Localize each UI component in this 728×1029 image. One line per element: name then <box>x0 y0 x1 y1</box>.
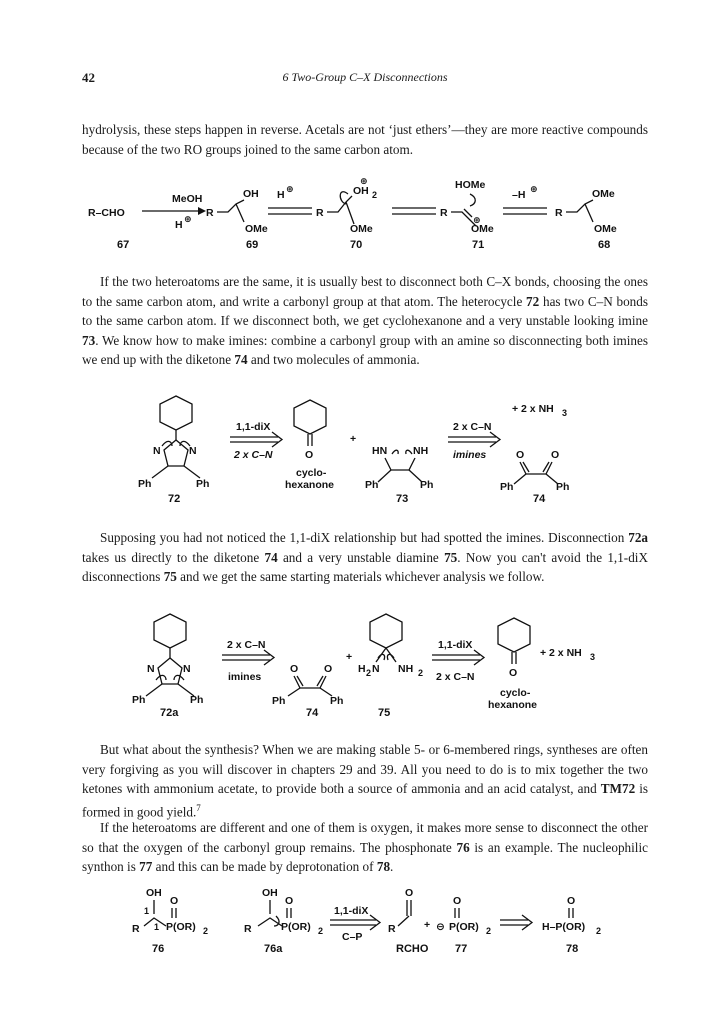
oh-group: OH <box>146 887 162 899</box>
ph-group: Ph <box>330 695 344 707</box>
plus-charge: ⊕ <box>286 184 294 194</box>
phenyl-bond <box>378 470 391 482</box>
imines-label: imines <box>453 449 487 461</box>
deprotonation: –H <box>512 189 526 201</box>
disconnection-marks <box>392 450 412 454</box>
scheme-acetal-formation <box>0 172 728 262</box>
hn-group: HN <box>372 445 388 457</box>
text-run: . <box>390 859 394 874</box>
r-group: R <box>206 207 214 219</box>
compound-72a-label: 72a <box>160 707 179 719</box>
ome-group: OMe <box>471 223 494 235</box>
compound-73-label: 73 <box>396 493 409 505</box>
compound-76-label: 76 <box>152 943 165 955</box>
retro-arrow-head <box>272 432 282 447</box>
o-atom: O <box>324 663 333 675</box>
phenyl-bond <box>514 474 526 484</box>
cyclohexanone-ring <box>294 400 326 434</box>
r-group: R <box>316 207 324 219</box>
compound-ref: 74 <box>234 352 248 367</box>
retro-arrow-head <box>264 650 274 665</box>
locant-1: 1 <box>144 906 150 916</box>
text-run: But what about the synthesis? When we are making stable 5- or 6-membered rings, syntheses are often very forgiving as you will discover in chapters 29 and 39. All you need to do is to mix together the two ketones with ammonium acetate, to provide both a source of ammonia and an acid catalyst, and <box>82 742 648 796</box>
homme-leaving: HOMe <box>455 179 486 191</box>
r-group: R <box>244 923 252 935</box>
nh2-group: NH <box>398 663 414 675</box>
compound-ref: 73 <box>82 332 96 348</box>
text-run: . We know how to make imines: combine a carbonyl group with an amine so disconnecting both imines we end up with the diketone <box>82 332 648 367</box>
oh2-group: OH <box>353 185 369 197</box>
two-cn-label: 2 x C–N <box>436 671 475 683</box>
cyclohexanone-label: hexanone <box>285 479 335 491</box>
compound-76a-label: 76a <box>264 943 283 955</box>
two-cn-label: 2 x C–N <box>234 449 273 461</box>
nh-group: NH <box>413 445 429 457</box>
paragraph-heteroatoms-different <box>82 818 648 877</box>
ph-group: Ph <box>196 478 210 490</box>
text-run: is an example. The nucleophilic synthon is <box>82 839 648 874</box>
retro-arrow-head <box>474 650 484 665</box>
n-atom: N <box>372 663 380 675</box>
text-run: takes us directly to the diketone <box>82 549 265 565</box>
footnote-ref: 7 <box>196 802 201 813</box>
imidazoline-ring <box>164 440 188 466</box>
o-atom: O <box>285 895 294 907</box>
phenyl-bond <box>184 466 200 478</box>
ph-group: Ph <box>132 694 146 706</box>
cyclohexanone-label: hexanone <box>488 699 538 711</box>
o-atom: O <box>405 887 414 899</box>
ph-group: Ph <box>420 479 434 491</box>
cyclohexanone-label: cyclo- <box>500 687 531 699</box>
phosphonate-group: P(OR) <box>281 921 311 933</box>
r-group: R <box>555 207 563 219</box>
hemiacetal-bonds <box>217 200 244 222</box>
paragraph-text: hydrolysis, these steps happen in reverse. Acetals are not ‘just ethers’—they are more reactive compounds because of the two RO groups joined to the same carbon atom. <box>82 122 648 157</box>
page-header <box>82 70 648 88</box>
text-run: Supposing you had not noticed the 1,1-diX relationship but had spotted the imines. Disconnection <box>100 530 629 545</box>
compound-77-label: 77 <box>455 943 468 955</box>
ph-group: Ph <box>190 694 204 706</box>
curly-arrow <box>340 192 348 204</box>
paragraph-imines-first <box>82 528 648 587</box>
compound-74-label: 74 <box>533 493 546 505</box>
compound-ref: 72a <box>628 530 648 545</box>
scheme-phosphonate <box>0 880 728 966</box>
cp-label: C–P <box>342 931 363 943</box>
compound-ref: 76 <box>456 839 470 855</box>
plus-sign: + <box>346 651 353 663</box>
h-phosphonate: H–P(OR) <box>542 921 586 933</box>
scheme-imine-disconnection <box>0 610 728 722</box>
proton-reagent: H <box>277 189 285 201</box>
two-cn-label: 2 x C–N <box>227 639 266 651</box>
subscript-3: 3 <box>590 652 596 662</box>
compound-ref: 77 <box>139 859 153 874</box>
compound-ref: 75 <box>444 549 458 565</box>
subscript-3: 3 <box>562 408 568 418</box>
subscript-2: 2 <box>418 668 424 678</box>
ph-group: Ph <box>272 695 286 707</box>
o-atom: O <box>509 667 518 679</box>
acetal-bonds <box>566 200 593 222</box>
oh-group: OH <box>243 188 259 200</box>
subscript-2: 2 <box>318 926 324 936</box>
locant-1: 1 <box>154 922 160 932</box>
text-run: If the heteroatoms are different and one of them is oxygen, it makes more sense to disconnect the other so that the oxygen of the carbonyl group remains. The phosphonate <box>82 820 648 855</box>
phenyl-bond <box>146 684 162 696</box>
ome-group: OMe <box>592 188 615 200</box>
compound-74-label: 74 <box>306 707 319 719</box>
n-atom: N <box>189 445 197 457</box>
paragraph-acetals <box>82 120 648 159</box>
compound-70-label: 70 <box>350 239 363 251</box>
diimine-bonds <box>385 458 415 470</box>
r-group: R <box>132 923 140 935</box>
compound-ref: TM72 <box>600 781 636 796</box>
paragraph-heteroatoms-same <box>82 272 648 370</box>
running-title: 6 Two-Group C–X Disconnections <box>282 70 448 84</box>
paragraph-synthesis <box>82 740 648 821</box>
text-run: If the two heteroatoms are the same, it is usually best to disconnect both C–X bonds, choosing the ones to the same carbon atom, and write a carbonyl group at that atom. The heterocycle <box>82 274 648 309</box>
phenyl-bond <box>288 688 300 696</box>
text-run: has two C–N bonds to the same carbon atom. If we disconnect both, we get cyclohexanone and a very unstable looking imine <box>82 293 648 328</box>
diX-label: 1,1-diX <box>236 421 271 433</box>
aldehyde-bond <box>398 916 409 926</box>
retro-arrow-head <box>490 432 500 447</box>
compound-69-label: 69 <box>246 239 259 251</box>
oxonium-bonds <box>327 196 354 224</box>
rcho-label: R–CHO <box>88 207 125 219</box>
r-group: R <box>388 923 396 935</box>
retro-arrow-head <box>370 915 380 930</box>
phosphonate-group: P(OR) <box>166 921 196 933</box>
text-run: is formed in good yield. <box>82 781 649 819</box>
acid-catalyst: H <box>175 219 183 231</box>
imines-label: imines <box>228 671 262 683</box>
diamine-bonds <box>376 648 396 662</box>
ph-group: Ph <box>500 481 514 493</box>
ome-group: OMe <box>245 223 268 235</box>
n-atom: N <box>183 663 191 675</box>
subscript-2: 2 <box>366 668 372 678</box>
phenyl-bond <box>152 466 168 478</box>
phosphonate-group: P(OR) <box>449 921 479 933</box>
compound-ref: 78 <box>376 859 391 874</box>
text-run: and two molecules of ammonia. <box>247 352 420 367</box>
cyclohexane-ring <box>370 614 402 648</box>
n-atom: N <box>147 663 155 675</box>
diX-label: 1,1-diX <box>438 639 473 651</box>
compound-ref: 72 <box>526 293 540 309</box>
o-atom: O <box>551 449 560 461</box>
text-run: and this can be made by deprotonation of <box>152 859 377 874</box>
plus-sign: + <box>424 919 431 931</box>
plus-charge: ⊕ <box>473 215 481 225</box>
ammonia-label: + 2 x NH <box>540 647 582 659</box>
two-cn-label: 2 x C–N <box>453 421 492 433</box>
plus-sign: + <box>350 433 357 445</box>
o-atom: O <box>170 895 179 907</box>
text-run: and we get the same starting materials whichever analysis we follow. <box>176 569 545 584</box>
cyclohexanone-label: cyclo- <box>296 467 327 479</box>
disconnection-marks <box>162 441 190 446</box>
o-atom: O <box>453 895 462 907</box>
anion-charge: ⊖ <box>436 921 445 933</box>
compound-ref: 74 <box>264 549 278 565</box>
cyclohexanone-ring <box>498 618 530 652</box>
r-group: R <box>440 207 448 219</box>
ome-group: OMe <box>594 223 617 235</box>
ph-group: Ph <box>556 481 570 493</box>
o-atom: O <box>305 449 314 461</box>
o-atom: O <box>516 449 525 461</box>
h2n-group: H <box>358 663 366 675</box>
meoh-reagent: MeOH <box>172 193 203 205</box>
plus-charge: ⊕ <box>184 214 192 224</box>
compound-ref: 75 <box>163 569 177 584</box>
o-atom: O <box>290 663 299 675</box>
text-run: . Now you can't avoid the 1,1-diX disconnections <box>82 549 648 584</box>
ome-group: OMe <box>350 223 373 235</box>
curly-arrow <box>470 194 475 206</box>
compound-68-label: 68 <box>598 239 611 251</box>
rcho-label: RCHO <box>396 943 429 955</box>
compound-72-label: 72 <box>168 493 181 505</box>
o-atom: O <box>567 895 576 907</box>
compound-75-label: 75 <box>378 707 391 719</box>
text-run: and a very unstable diamine <box>277 549 445 565</box>
compound-71-label: 71 <box>472 239 485 251</box>
compound-78-label: 78 <box>566 943 579 955</box>
diX-label: 1,1-diX <box>334 905 369 917</box>
subscript-2: 2 <box>596 926 602 936</box>
ammonia-label: + 2 x NH <box>512 403 554 415</box>
plus-charge: ⊕ <box>530 184 538 194</box>
subscript-2: 2 <box>486 926 492 936</box>
scheme-diX-disconnection <box>0 392 728 510</box>
subscript-2: 2 <box>372 190 378 200</box>
compound-67-label: 67 <box>117 239 130 251</box>
disconnection-marks <box>378 654 394 660</box>
subscript-2: 2 <box>203 926 209 936</box>
retro-arrow-head <box>522 915 532 930</box>
cyclohexane-ring <box>154 614 186 648</box>
ph-group: Ph <box>138 478 152 490</box>
n-atom: N <box>153 445 161 457</box>
ph-group: Ph <box>365 479 379 491</box>
cyclohexane-ring <box>160 396 192 430</box>
imidazoline-ring <box>158 658 182 684</box>
oh-group: OH <box>262 887 278 899</box>
arrow-head <box>198 207 206 215</box>
page-number: 42 <box>82 70 95 85</box>
plus-charge: ⊕ <box>360 176 368 186</box>
